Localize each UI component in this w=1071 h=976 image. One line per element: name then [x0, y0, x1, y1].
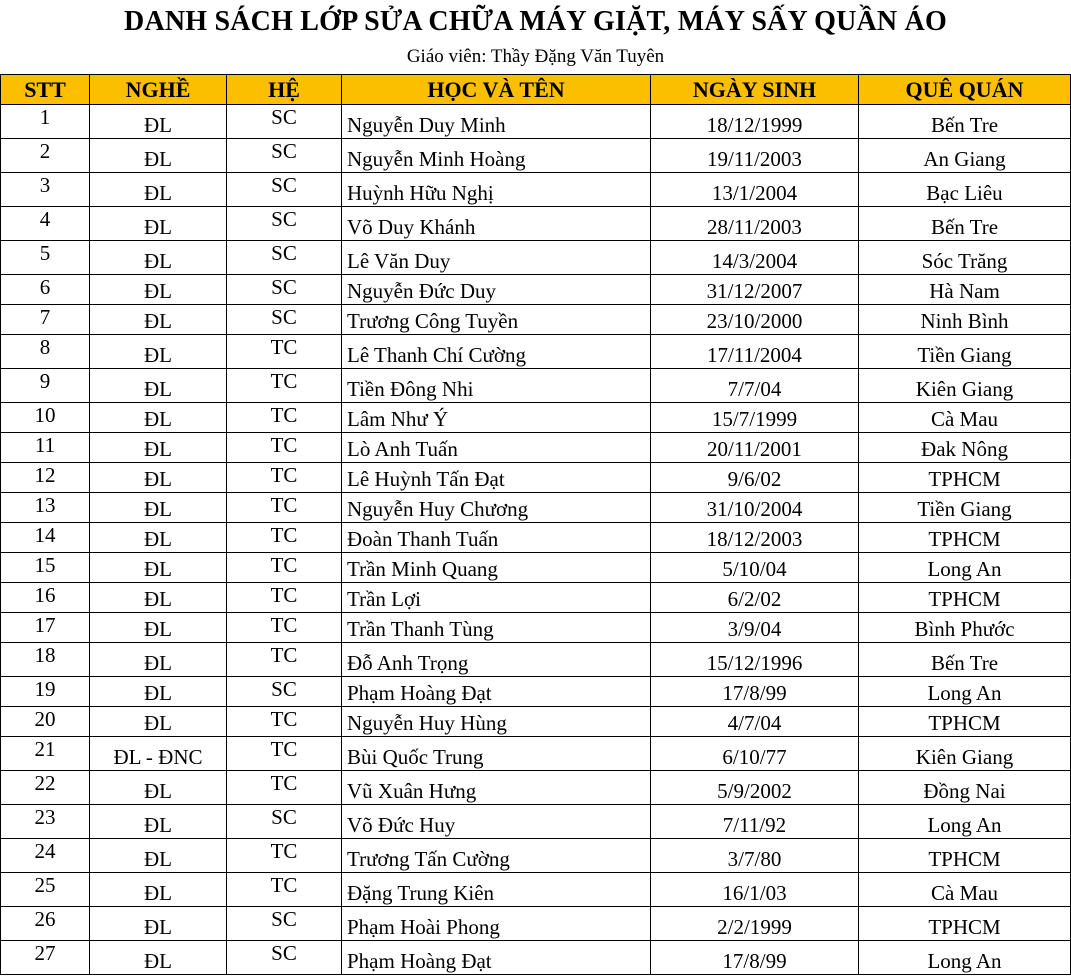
- cell-stt: 27: [1, 941, 90, 975]
- cell-stt: 12: [1, 463, 90, 493]
- cell-he: TC: [227, 403, 342, 433]
- table-row: [1, 583, 1071, 613]
- cell-stt: 19: [1, 677, 90, 707]
- cell-que: Bến Tre: [859, 643, 1071, 677]
- cell-dob: 19/11/2003: [651, 139, 859, 173]
- cell-que: An Giang: [859, 139, 1071, 173]
- cell-dob: 3/7/80: [651, 839, 859, 873]
- table-row: [1, 433, 1071, 463]
- cell-dob: 20/11/2001: [651, 433, 859, 463]
- table-row: [1, 613, 1071, 643]
- cell-stt: 2: [1, 139, 90, 173]
- cell-que: Sóc Trăng: [859, 241, 1071, 275]
- table-row: [1, 369, 1071, 403]
- table-row: [1, 493, 1071, 523]
- cell-he: SC: [227, 105, 342, 139]
- cell-nghe: ĐL: [90, 613, 227, 643]
- cell-nghe: ĐL: [90, 275, 227, 305]
- table-row: [1, 173, 1071, 207]
- table-row: [1, 523, 1071, 553]
- cell-que: Đồng Nai: [859, 771, 1071, 805]
- cell-he: TC: [227, 523, 342, 553]
- table-row: [1, 737, 1071, 771]
- teacher-subtitle: Giáo viên: Thầy Đặng Văn Tuyên: [406, 46, 665, 67]
- cell-dob: 5/9/2002: [651, 771, 859, 805]
- cell-dob: 6/2/02: [651, 583, 859, 613]
- cell-que: Ninh Bình: [859, 305, 1071, 335]
- cell-nghe: ĐL: [90, 707, 227, 737]
- cell-que: Long An: [859, 553, 1071, 583]
- cell-nghe: ĐL: [90, 139, 227, 173]
- cell-stt: 23: [1, 805, 90, 839]
- cell-nghe: ĐL: [90, 403, 227, 433]
- cell-he: TC: [227, 369, 342, 403]
- cell-name: Lâm Như Ý: [342, 403, 651, 433]
- cell-he: SC: [227, 305, 342, 335]
- cell-he: SC: [227, 275, 342, 305]
- cell-nghe: ĐL: [90, 941, 227, 975]
- cell-stt: 5: [1, 241, 90, 275]
- cell-stt: 17: [1, 613, 90, 643]
- table-row: [1, 275, 1071, 305]
- cell-nghe: ĐL: [90, 335, 227, 369]
- cell-he: TC: [227, 613, 342, 643]
- cell-que: TPHCM: [859, 583, 1071, 613]
- cell-stt: 10: [1, 403, 90, 433]
- cell-dob: 9/6/02: [651, 463, 859, 493]
- cell-he: TC: [227, 771, 342, 805]
- cell-he: TC: [227, 737, 342, 771]
- cell-name: Võ Duy Khánh: [342, 207, 651, 241]
- cell-stt: 18: [1, 643, 90, 677]
- table-row: [1, 105, 1071, 139]
- cell-name: Đặng Trung Kiên: [342, 873, 651, 907]
- cell-name: Phạm Hoàng Đạt: [342, 941, 651, 975]
- cell-he: TC: [227, 433, 342, 463]
- cell-nghe: ĐL: [90, 523, 227, 553]
- table-row: [1, 707, 1071, 737]
- header-dob: NGÀY SINH: [651, 75, 859, 105]
- table-row: [1, 839, 1071, 873]
- cell-name: Huỳnh Hữu Nghị: [342, 173, 651, 207]
- cell-name: Đoàn Thanh Tuấn: [342, 523, 651, 553]
- cell-dob: 14/3/2004: [651, 241, 859, 275]
- cell-dob: 16/1/03: [651, 873, 859, 907]
- cell-name: Tiền Đông Nhi: [342, 369, 651, 403]
- cell-he: SC: [227, 941, 342, 975]
- cell-he: TC: [227, 493, 342, 523]
- cell-he: TC: [227, 707, 342, 737]
- cell-dob: 3/9/04: [651, 613, 859, 643]
- cell-name: Võ Đức Huy: [342, 805, 651, 839]
- student-table: [0, 74, 1071, 975]
- cell-he: SC: [227, 677, 342, 707]
- cell-stt: 11: [1, 433, 90, 463]
- cell-stt: 6: [1, 275, 90, 305]
- table-row: [1, 907, 1071, 941]
- cell-que: Bến Tre: [859, 207, 1071, 241]
- cell-dob: 7/11/92: [651, 805, 859, 839]
- cell-name: Lò Anh Tuấn: [342, 433, 651, 463]
- header-que: QUÊ QUÁN: [859, 75, 1071, 105]
- cell-he: TC: [227, 553, 342, 583]
- table-row: [1, 241, 1071, 275]
- table-row: [1, 805, 1071, 839]
- cell-nghe: ĐL: [90, 553, 227, 583]
- cell-name: Vũ Xuân Hưng: [342, 771, 651, 805]
- cell-he: SC: [227, 207, 342, 241]
- cell-stt: 21: [1, 737, 90, 771]
- cell-stt: 15: [1, 553, 90, 583]
- cell-nghe: ĐL: [90, 207, 227, 241]
- cell-que: Cà Mau: [859, 873, 1071, 907]
- cell-stt: 9: [1, 369, 90, 403]
- cell-name: Trương Tấn Cường: [342, 839, 651, 873]
- cell-stt: 14: [1, 523, 90, 553]
- cell-dob: 4/7/04: [651, 707, 859, 737]
- cell-que: TPHCM: [859, 523, 1071, 553]
- cell-he: SC: [227, 805, 342, 839]
- cell-stt: 26: [1, 907, 90, 941]
- cell-name: Nguyễn Minh Hoàng: [342, 139, 651, 173]
- cell-que: Đak Nông: [859, 433, 1071, 463]
- header-he: HỆ: [227, 75, 342, 105]
- table-row: [1, 771, 1071, 805]
- cell-name: Lê Thanh Chí Cường: [342, 335, 651, 369]
- cell-dob: 15/12/1996: [651, 643, 859, 677]
- table-row: [1, 941, 1071, 975]
- cell-nghe: ĐL: [90, 873, 227, 907]
- cell-que: Bình Phước: [859, 613, 1071, 643]
- cell-name: Nguyễn Huy Hùng: [342, 707, 651, 737]
- header-stt: STT: [1, 75, 90, 105]
- cell-que: TPHCM: [859, 907, 1071, 941]
- table-row: [1, 463, 1071, 493]
- cell-dob: 31/12/2007: [651, 275, 859, 305]
- cell-nghe: ĐL: [90, 805, 227, 839]
- table-row: [1, 403, 1071, 433]
- cell-stt: 16: [1, 583, 90, 613]
- cell-nghe: ĐL: [90, 105, 227, 139]
- table-row: [1, 207, 1071, 241]
- cell-stt: 8: [1, 335, 90, 369]
- cell-que: TPHCM: [859, 839, 1071, 873]
- cell-nghe: ĐL: [90, 907, 227, 941]
- cell-que: Long An: [859, 677, 1071, 707]
- cell-stt: 13: [1, 493, 90, 523]
- table-row: [1, 873, 1071, 907]
- cell-name: Lê Văn Duy: [342, 241, 651, 275]
- cell-nghe: ĐL: [90, 305, 227, 335]
- cell-que: TPHCM: [859, 463, 1071, 493]
- cell-dob: 7/7/04: [651, 369, 859, 403]
- cell-que: Bến Tre: [859, 105, 1071, 139]
- cell-nghe: ĐL: [90, 493, 227, 523]
- cell-dob: 5/10/04: [651, 553, 859, 583]
- cell-name: Trương Công Tuyền: [342, 305, 651, 335]
- cell-que: Tiền Giang: [859, 493, 1071, 523]
- cell-stt: 22: [1, 771, 90, 805]
- table-header-row: [1, 75, 1071, 105]
- cell-que: Cà Mau: [859, 403, 1071, 433]
- cell-he: TC: [227, 463, 342, 493]
- cell-name: Nguyễn Huy Chương: [342, 493, 651, 523]
- cell-stt: 4: [1, 207, 90, 241]
- cell-nghe: ĐL: [90, 677, 227, 707]
- cell-que: Bạc Liêu: [859, 173, 1071, 207]
- cell-name: Phạm Hoài Phong: [342, 907, 651, 941]
- cell-nghe: ĐL: [90, 771, 227, 805]
- cell-nghe: ĐL: [90, 643, 227, 677]
- cell-nghe: ĐL - ĐNC: [90, 737, 227, 771]
- table-row: [1, 643, 1071, 677]
- cell-dob: 17/8/99: [651, 677, 859, 707]
- table-row: [1, 139, 1071, 173]
- cell-he: TC: [227, 839, 342, 873]
- cell-que: Kiên Giang: [859, 369, 1071, 403]
- cell-nghe: ĐL: [90, 433, 227, 463]
- cell-stt: 3: [1, 173, 90, 207]
- cell-que: TPHCM: [859, 707, 1071, 737]
- cell-name: Đỗ Anh Trọng: [342, 643, 651, 677]
- cell-name: Phạm Hoàng Đạt: [342, 677, 651, 707]
- cell-nghe: ĐL: [90, 241, 227, 275]
- cell-name: Trần Lợi: [342, 583, 651, 613]
- cell-dob: 17/8/99: [651, 941, 859, 975]
- cell-nghe: ĐL: [90, 839, 227, 873]
- cell-dob: 6/10/77: [651, 737, 859, 771]
- cell-he: SC: [227, 241, 342, 275]
- header-nghe: NGHỀ: [90, 75, 227, 105]
- cell-name: Trần Thanh Tùng: [342, 613, 651, 643]
- cell-que: Long An: [859, 941, 1071, 975]
- cell-name: Lê Huỳnh Tấn Đạt: [342, 463, 651, 493]
- cell-dob: 13/1/2004: [651, 173, 859, 207]
- cell-nghe: ĐL: [90, 173, 227, 207]
- cell-name: Nguyễn Duy Minh: [342, 105, 651, 139]
- cell-name: Trần Minh Quang: [342, 553, 651, 583]
- cell-he: TC: [227, 873, 342, 907]
- cell-nghe: ĐL: [90, 583, 227, 613]
- cell-he: SC: [227, 907, 342, 941]
- page-title: DANH SÁCH LỚP SỬA CHỮA MÁY GIẶT, MÁY SẤY QUẦN ÁO: [124, 6, 947, 37]
- table-row: [1, 553, 1071, 583]
- cell-nghe: ĐL: [90, 369, 227, 403]
- table-row: [1, 677, 1071, 707]
- header-name: HỌC VÀ TÊN: [342, 75, 651, 105]
- cell-que: Tiền Giang: [859, 335, 1071, 369]
- cell-name: Nguyễn Đức Duy: [342, 275, 651, 305]
- cell-que: Long An: [859, 805, 1071, 839]
- cell-que: Hà Nam: [859, 275, 1071, 305]
- cell-nghe: ĐL: [90, 463, 227, 493]
- cell-stt: 24: [1, 839, 90, 873]
- cell-dob: 15/7/1999: [651, 403, 859, 433]
- cell-stt: 20: [1, 707, 90, 737]
- table-row: [1, 305, 1071, 335]
- cell-que: Kiên Giang: [859, 737, 1071, 771]
- cell-dob: 17/11/2004: [651, 335, 859, 369]
- cell-he: TC: [227, 643, 342, 677]
- cell-he: TC: [227, 335, 342, 369]
- cell-he: SC: [227, 139, 342, 173]
- cell-dob: 28/11/2003: [651, 207, 859, 241]
- cell-stt: 7: [1, 305, 90, 335]
- cell-dob: 23/10/2000: [651, 305, 859, 335]
- cell-dob: 2/2/1999: [651, 907, 859, 941]
- cell-dob: 18/12/1999: [651, 105, 859, 139]
- cell-dob: 18/12/2003: [651, 523, 859, 553]
- table-row: [1, 335, 1071, 369]
- cell-stt: 1: [1, 105, 90, 139]
- cell-name: Bùi Quốc Trung: [342, 737, 651, 771]
- cell-he: TC: [227, 583, 342, 613]
- cell-dob: 31/10/2004: [651, 493, 859, 523]
- table-body: [1, 105, 1071, 975]
- cell-he: SC: [227, 173, 342, 207]
- cell-stt: 25: [1, 873, 90, 907]
